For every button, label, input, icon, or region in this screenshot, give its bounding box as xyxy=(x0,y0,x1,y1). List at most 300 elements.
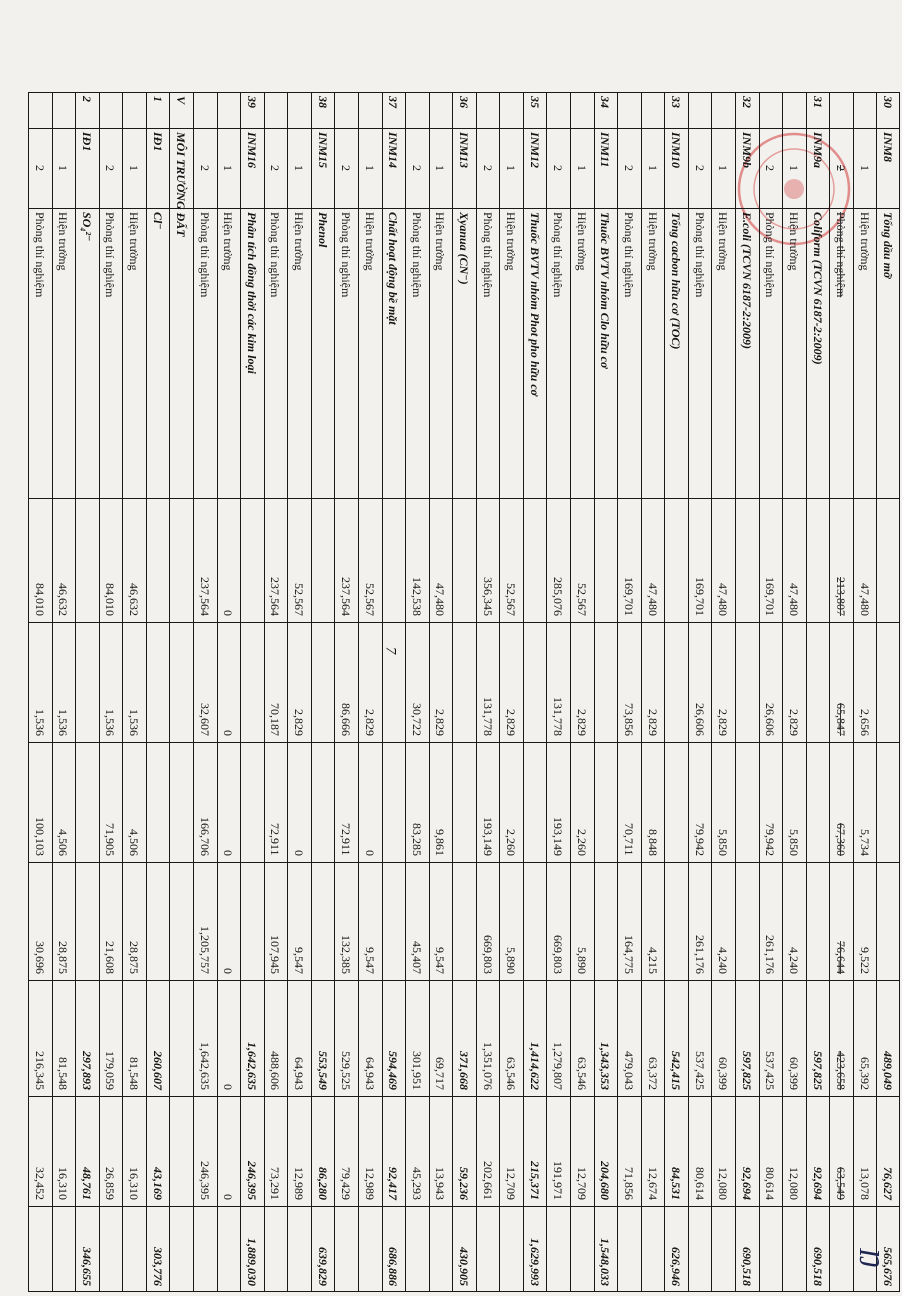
row-divider xyxy=(334,92,335,1292)
cell-v2: 65,847 xyxy=(834,703,849,736)
cell-v3: 4,506 xyxy=(127,829,142,856)
cell-v6: 86,280 xyxy=(315,1167,330,1200)
cell-name: E.coli (TCVN 6187-2:2009) xyxy=(739,212,754,349)
cell-v2: 26,606 xyxy=(763,703,778,736)
cell-code: 1 xyxy=(433,165,448,171)
cell-v5: 1,351,076 xyxy=(480,1042,495,1090)
cell-name: Phenol xyxy=(315,212,330,248)
cell-code: 2 xyxy=(339,165,354,171)
row-divider xyxy=(99,92,100,1292)
cell-v5: 63,546 xyxy=(504,1057,519,1090)
cell-v1: 47,480 xyxy=(786,583,801,616)
cell-v6: 32,452 xyxy=(32,1167,47,1200)
cell-name: Phòng thí nghiệm xyxy=(197,212,212,298)
row-divider xyxy=(287,92,288,1292)
cell-name: Phòng thí nghiệm xyxy=(339,212,354,298)
cell-stt: 34 xyxy=(598,96,613,108)
cell-v5: 479,043 xyxy=(621,1051,636,1090)
cell-v3: 4,506 xyxy=(56,829,71,856)
cell-v1: 52,567 xyxy=(504,583,519,616)
cell-v5: 537,425 xyxy=(692,1051,707,1090)
cell-v4: 107,945 xyxy=(268,935,283,974)
cell-code: 1 xyxy=(716,165,731,171)
cell-v6: 45,293 xyxy=(409,1167,424,1200)
cell-v5: 597,825 xyxy=(739,1051,754,1090)
cell-name: Phòng thí nghiệm xyxy=(32,212,47,298)
cell-v3: 193,149 xyxy=(480,817,495,856)
cell-total: 639,829 xyxy=(315,1247,330,1286)
row-divider xyxy=(429,92,430,1292)
page-number: 7 xyxy=(382,646,399,655)
cell-v2: 2,829 xyxy=(574,709,589,736)
cell-v5: 1,642,635 xyxy=(244,1042,259,1090)
cell-total: 430,905 xyxy=(457,1247,471,1286)
cell-v3: 0 xyxy=(362,850,377,856)
cell-v1: 84,010 xyxy=(103,583,118,616)
cell-code: 2 xyxy=(197,165,212,171)
column-divider xyxy=(28,1096,900,1097)
cell-v2: 1,536 xyxy=(103,709,118,736)
cell-v2: 70,187 xyxy=(268,703,283,736)
cell-code: 2 xyxy=(621,165,636,171)
row-divider xyxy=(405,92,406,1292)
cell-v4: 132,385 xyxy=(339,935,354,974)
cell-name: SO₄²⁻ xyxy=(79,212,94,242)
cell-v4: 669,803 xyxy=(551,935,566,974)
cell-v5: 537,425 xyxy=(763,1051,778,1090)
cell-v1: 169,701 xyxy=(621,577,636,616)
cell-v6: 92,417 xyxy=(386,1167,401,1200)
cell-total: 1,889,030 xyxy=(244,1238,259,1286)
cell-name: Thuốc BVTV nhóm Phot pho hữu cơ xyxy=(527,212,542,397)
cell-v2: 2,829 xyxy=(362,709,377,736)
cell-v6: 59,236 xyxy=(457,1167,471,1200)
cell-v5: 60,399 xyxy=(786,1057,801,1090)
cell-v4: 164,775 xyxy=(621,935,636,974)
cell-total: 690,518 xyxy=(810,1247,825,1286)
cell-name: Hiện trường xyxy=(362,212,377,271)
cell-stt: 39 xyxy=(244,96,259,108)
row-divider xyxy=(759,92,760,1292)
cell-v4: 261,176 xyxy=(763,935,778,974)
cell-total: 1,548,033 xyxy=(598,1238,613,1286)
cell-stt: V xyxy=(174,96,189,105)
cell-name: Phòng thí nghiệm xyxy=(763,212,778,298)
cell-v6: 16,310 xyxy=(127,1167,142,1200)
cell-name: Phòng thí nghiệm xyxy=(268,212,283,298)
cell-total: 303,776 xyxy=(150,1247,165,1286)
row-divider xyxy=(523,92,524,1292)
cell-v6: 0 xyxy=(221,1194,236,1200)
cell-code: INM9a xyxy=(810,132,825,169)
cell-code: INM13 xyxy=(457,132,471,169)
cell-v6: 12,080 xyxy=(786,1167,801,1200)
cell-v4: 9,547 xyxy=(292,947,307,974)
row-divider xyxy=(193,92,194,1292)
handwritten-initial: Ŋ xyxy=(852,1248,884,1268)
cell-code: 1 xyxy=(362,165,377,171)
cell-v5: 371,668 xyxy=(457,1051,471,1090)
cell-v3: 100,103 xyxy=(32,817,47,856)
cell-name: Hiện trường xyxy=(574,212,589,271)
cell-stt: 36 xyxy=(457,96,471,108)
cell-stt: 31 xyxy=(810,96,825,108)
column-divider xyxy=(28,208,900,209)
cell-v6: 80,614 xyxy=(763,1167,778,1200)
row-divider xyxy=(75,92,76,1292)
cell-name: Coliform (TCVN 6187-2:2009) xyxy=(810,212,825,365)
cell-code: MÔI TRƯỜNG ĐẤT xyxy=(174,132,189,237)
cell-code: 2 xyxy=(103,165,118,171)
cell-v2: 2,829 xyxy=(716,709,731,736)
cell-v6: 48,761 xyxy=(79,1167,94,1200)
cell-v3: 71,905 xyxy=(103,823,118,856)
row-divider xyxy=(169,92,170,1292)
cell-v1: 47,480 xyxy=(716,583,731,616)
row-divider xyxy=(617,92,618,1292)
cell-v1: 46,632 xyxy=(127,583,142,616)
cell-v5: 0 xyxy=(221,1084,236,1090)
cell-v1: 142,538 xyxy=(409,577,424,616)
cell-name: Tổng cacbon hữu cơ (TOC) xyxy=(669,212,684,350)
row-divider xyxy=(806,92,807,1292)
cell-v3: 0 xyxy=(221,850,236,856)
cell-v2: 2,656 xyxy=(857,709,872,736)
cell-v2: 73,856 xyxy=(621,703,636,736)
cell-name: Tổng dầu mỡ xyxy=(881,212,896,279)
cell-v6: 204,680 xyxy=(598,1161,613,1200)
cell-v3: 2,260 xyxy=(574,829,589,856)
cell-code: 2 xyxy=(763,165,778,171)
cell-v5: 81,548 xyxy=(127,1057,142,1090)
cell-v1: 285,076 xyxy=(551,577,566,616)
cell-v6: 79,429 xyxy=(339,1167,354,1200)
cell-stt: 32 xyxy=(739,96,754,108)
cell-v2: 2,829 xyxy=(292,709,307,736)
cell-v1: 237,564 xyxy=(339,577,354,616)
row-divider xyxy=(664,92,665,1292)
cell-code: 2 xyxy=(480,165,495,171)
cell-v1: 356,345 xyxy=(480,577,495,616)
cell-v6: 43,169 xyxy=(150,1167,165,1200)
cell-v3: 166,706 xyxy=(197,817,212,856)
cell-v6: 84,531 xyxy=(669,1167,684,1200)
cell-v3: 72,911 xyxy=(268,823,283,856)
cell-v4: 9,547 xyxy=(362,947,377,974)
cell-v2: 1,536 xyxy=(56,709,71,736)
row-divider xyxy=(358,92,359,1292)
cell-total: 1,629,993 xyxy=(527,1238,542,1286)
cell-code: 2 xyxy=(834,165,849,171)
row-divider xyxy=(452,92,453,1292)
cell-v3: 79,942 xyxy=(763,823,778,856)
column-divider xyxy=(28,980,900,981)
cell-name: Hiện trường xyxy=(857,212,872,271)
cell-code: 1 xyxy=(645,165,660,171)
cell-v5: 1,343,353 xyxy=(598,1042,613,1090)
cell-v3: 5,850 xyxy=(786,829,801,856)
column-divider xyxy=(28,622,900,623)
cell-code: INM8 xyxy=(881,132,896,163)
cell-code: 2 xyxy=(692,165,707,171)
cell-name: Phòng thí nghiệm xyxy=(551,212,566,298)
cell-v6: 73,291 xyxy=(268,1167,283,1200)
cell-code: INM16 xyxy=(244,132,259,169)
cell-v4: 30,696 xyxy=(32,941,47,974)
row-divider xyxy=(546,92,547,1292)
cell-v2: 30,722 xyxy=(409,703,424,736)
cell-stt: 2 xyxy=(79,96,94,102)
cell-v1: 47,480 xyxy=(645,583,660,616)
cell-v1: 52,567 xyxy=(574,583,589,616)
cell-v5: 64,943 xyxy=(292,1057,307,1090)
cell-code: 1 xyxy=(56,165,71,171)
cell-v4: 9,522 xyxy=(857,947,872,974)
row-divider xyxy=(876,92,877,1292)
column-divider xyxy=(28,742,900,743)
cell-v5: 63,372 xyxy=(645,1057,660,1090)
cell-v6: 71,856 xyxy=(621,1167,636,1200)
cell-v6: 26,859 xyxy=(103,1167,118,1200)
cell-v6: 12,709 xyxy=(504,1167,519,1200)
cell-v5: 260,607 xyxy=(150,1051,165,1090)
cell-code: 1 xyxy=(857,165,872,171)
cell-v2: 1,536 xyxy=(127,709,142,736)
cell-v6: 92,694 xyxy=(810,1167,825,1200)
cell-v2: 131,778 xyxy=(480,697,495,736)
row-divider xyxy=(217,92,218,1292)
cell-v1: 52,567 xyxy=(292,583,307,616)
cell-code: INM11 xyxy=(598,132,613,168)
cell-total: 690,518 xyxy=(739,1247,754,1286)
cell-v2: 2,829 xyxy=(645,709,660,736)
cell-code: 1 xyxy=(292,165,307,171)
cell-v1: 237,564 xyxy=(268,577,283,616)
cost-table xyxy=(28,92,900,1292)
cell-v5: 488,606 xyxy=(268,1051,283,1090)
row-divider xyxy=(641,92,642,1292)
cell-v6: 12,080 xyxy=(716,1167,731,1200)
cell-v6: 12,674 xyxy=(645,1167,660,1200)
cell-v1: 169,701 xyxy=(763,577,778,616)
column-divider xyxy=(28,1206,900,1207)
cell-v1: 84,010 xyxy=(32,583,47,616)
cell-v2: 2,829 xyxy=(786,709,801,736)
cell-v4: 45,407 xyxy=(409,941,424,974)
row-divider xyxy=(782,92,783,1292)
row-divider xyxy=(146,92,147,1292)
cell-v5: 529,525 xyxy=(339,1051,354,1090)
cell-v1: 46,632 xyxy=(56,583,71,616)
cell-v1: 237,564 xyxy=(197,577,212,616)
cell-v5: 179,059 xyxy=(103,1051,118,1090)
cell-v2: 86,666 xyxy=(339,703,354,736)
cell-code: 1 xyxy=(574,165,589,171)
cell-name: Hiện trường xyxy=(645,212,660,271)
cell-code: 1 xyxy=(786,165,801,171)
cell-v1: 47,480 xyxy=(857,583,872,616)
cell-v4: 4,240 xyxy=(716,947,731,974)
row-divider xyxy=(476,92,477,1292)
cell-v1: 0 xyxy=(221,610,236,616)
row-divider xyxy=(570,92,571,1292)
cell-v6: 16,310 xyxy=(56,1167,71,1200)
cell-v2: 131,778 xyxy=(551,697,566,736)
cell-code: INM9b xyxy=(739,132,754,169)
cell-v6: 80,614 xyxy=(692,1167,707,1200)
cell-v5: 60,399 xyxy=(716,1057,731,1090)
cell-code: 1 xyxy=(221,165,236,171)
cell-v6: 13,943 xyxy=(433,1167,448,1200)
cell-name: Hiện trường xyxy=(786,212,801,271)
cell-v6: 12,709 xyxy=(574,1167,589,1200)
cell-code: 2 xyxy=(551,165,566,171)
cell-v3: 193,149 xyxy=(551,817,566,856)
cell-v2: 2,829 xyxy=(433,709,448,736)
cell-code: INM12 xyxy=(527,132,542,169)
cell-name: Hiện trường xyxy=(127,212,142,271)
cell-v2: 32,607 xyxy=(197,703,212,736)
row-divider xyxy=(735,92,736,1292)
cell-v6: 12,989 xyxy=(292,1167,307,1200)
cell-code: 1 xyxy=(127,165,142,171)
cell-name: Xyanua (CN⁻) xyxy=(457,212,471,285)
cell-v5: 1,642,635 xyxy=(197,1042,212,1090)
cell-v5: 1,414,622 xyxy=(527,1042,542,1090)
cell-name: Hiện trường xyxy=(56,212,71,271)
cell-v4: 5,890 xyxy=(574,947,589,974)
cell-v4: 5,890 xyxy=(504,947,519,974)
cell-code: IĐ1 xyxy=(79,132,94,152)
cell-v1: 169,701 xyxy=(692,577,707,616)
column-divider xyxy=(28,862,900,863)
cell-code: INM10 xyxy=(669,132,684,169)
cell-v1: 52,567 xyxy=(362,583,377,616)
cell-v6: 215,371 xyxy=(527,1161,542,1200)
cell-name: Cl⁻ xyxy=(150,212,165,230)
cell-v5: 301,951 xyxy=(409,1051,424,1090)
cell-v5: 64,943 xyxy=(362,1057,377,1090)
cell-name: Hiện trường xyxy=(221,212,236,271)
row-divider xyxy=(264,92,265,1292)
cell-code: IĐ1 xyxy=(150,132,165,152)
cell-v4: 1,205,757 xyxy=(197,926,212,974)
cell-code: 2 xyxy=(32,165,47,171)
cell-v4: 21,608 xyxy=(103,941,118,974)
cell-stt: 30 xyxy=(881,96,896,108)
cell-v5: 297,893 xyxy=(79,1051,94,1090)
cell-v3: 2,260 xyxy=(504,829,519,856)
cell-name: Phòng thí nghiệm xyxy=(692,212,707,298)
row-divider xyxy=(52,92,53,1292)
row-divider xyxy=(382,92,383,1292)
cell-name: Chất hoạt động bề mặt xyxy=(386,212,401,325)
row-divider xyxy=(122,92,123,1292)
row-divider xyxy=(853,92,854,1292)
cell-total: 346,655 xyxy=(79,1247,94,1286)
row-divider xyxy=(240,92,241,1292)
cell-name: Phòng thí nghiệm xyxy=(621,212,636,298)
cell-v3: 5,734 xyxy=(857,829,872,856)
cell-v6: 246,395 xyxy=(244,1161,259,1200)
cell-name: Phòng thí nghiệm xyxy=(480,212,495,298)
cell-stt: 38 xyxy=(315,96,330,108)
cell-v6: 12,989 xyxy=(362,1167,377,1200)
cell-name: Thuốc BVTV nhóm Clo hữu cơ xyxy=(598,212,613,369)
cell-name: Hiện trường xyxy=(433,212,448,271)
cell-v4: 9,547 xyxy=(433,947,448,974)
cell-v6: 202,661 xyxy=(480,1161,495,1200)
cell-v4: 4,215 xyxy=(645,947,660,974)
cell-v5: 81,548 xyxy=(56,1057,71,1090)
cell-v3: 79,942 xyxy=(692,823,707,856)
cell-v4: 669,803 xyxy=(480,935,495,974)
cell-code: 2 xyxy=(268,165,283,171)
cell-v6: 191,971 xyxy=(551,1161,566,1200)
cell-v6: 246,395 xyxy=(197,1161,212,1200)
cell-v3: 67,360 xyxy=(834,823,849,856)
cell-code: INM15 xyxy=(315,132,330,169)
cell-v1: 47,480 xyxy=(433,583,448,616)
cell-stt: 37 xyxy=(386,96,401,108)
cell-v2: 0 xyxy=(221,730,236,736)
cell-v5: 69,717 xyxy=(433,1057,448,1090)
row-divider xyxy=(829,92,830,1292)
cell-total: 686,886 xyxy=(386,1247,401,1286)
row-divider xyxy=(688,92,689,1292)
cell-v5: 1,279,807 xyxy=(551,1042,566,1090)
cell-name: Phòng thí nghiệm xyxy=(834,212,849,298)
cell-v5: 216,345 xyxy=(32,1051,47,1090)
cell-stt: 33 xyxy=(669,96,684,108)
cell-v4: 4,240 xyxy=(786,947,801,974)
cell-code: 2 xyxy=(409,165,424,171)
column-divider xyxy=(28,498,900,499)
cell-v3: 72,911 xyxy=(339,823,354,856)
cell-v2: 2,829 xyxy=(504,709,519,736)
cell-v3: 0 xyxy=(292,850,307,856)
cell-total: 626,946 xyxy=(669,1247,684,1286)
cell-stt: 35 xyxy=(527,96,542,108)
row-divider xyxy=(711,92,712,1292)
cell-code: 1 xyxy=(504,165,519,171)
row-divider xyxy=(28,92,29,1292)
cell-v5: 594,469 xyxy=(386,1051,401,1090)
cell-v5: 65,392 xyxy=(857,1057,872,1090)
cell-v4: 76,644 xyxy=(834,941,849,974)
cell-v4: 0 xyxy=(221,968,236,974)
cell-v6: 76,627 xyxy=(881,1167,896,1200)
cell-v6: 92,694 xyxy=(739,1167,754,1200)
cell-v3: 5,850 xyxy=(716,829,731,856)
cell-v4: 28,875 xyxy=(56,941,71,974)
row-divider xyxy=(499,92,500,1292)
cell-name: Phân tích đồng thời các kim loại xyxy=(244,212,259,374)
cell-v1: 213,807 xyxy=(834,577,849,616)
cell-v5: 63,546 xyxy=(574,1057,589,1090)
cell-name: Hiện trường xyxy=(504,212,519,271)
cell-v5: 597,825 xyxy=(810,1051,825,1090)
cell-v4: 28,875 xyxy=(127,941,142,974)
row-divider xyxy=(594,92,595,1292)
cell-v5: 542,415 xyxy=(669,1051,684,1090)
cell-name: Hiện trường xyxy=(716,212,731,271)
cell-v5: 553,549 xyxy=(315,1051,330,1090)
cell-v5: 489,049 xyxy=(881,1051,896,1090)
cell-v6: 13,078 xyxy=(857,1167,872,1200)
column-divider xyxy=(28,128,900,129)
cell-v2: 26,606 xyxy=(692,703,707,736)
